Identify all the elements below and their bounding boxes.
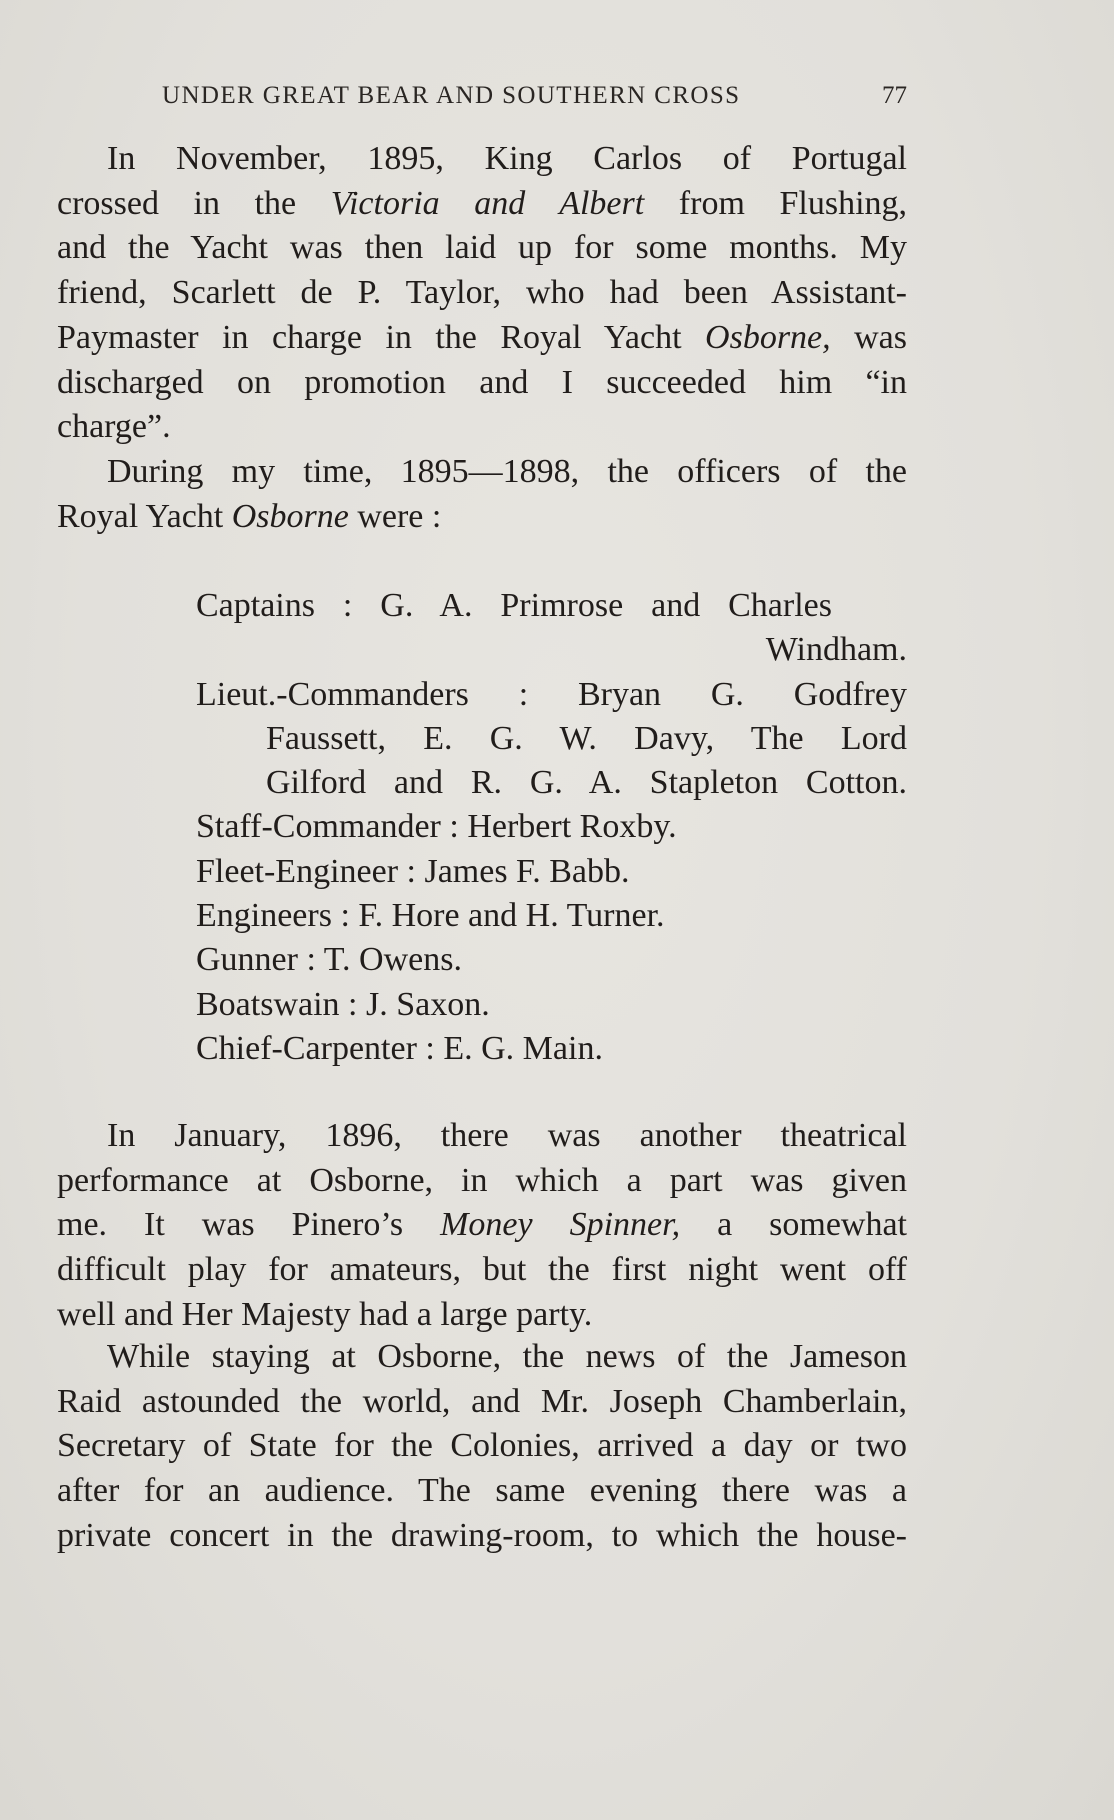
text-line: In January, 1896, there was another theatrical [107,1117,907,1154]
officer-captains-cont: Windham. [765,631,907,669]
officer-lieut-commanders: Lieut.-Commanders : Bryan G. Godfrey [196,675,907,713]
text-line: and the Yacht was then laid up for some months. My [57,229,907,267]
text-line: after for an audience. The same evening there was a [57,1472,907,1510]
italic-ship-name: Osborne [231,497,349,535]
page-number: 77 [882,82,907,109]
text-line: charge”. [57,408,171,446]
text-line: private concert in the drawing-room, to which the house- [57,1516,907,1554]
officer-gunner: Gunner : T. Owens. [196,941,462,979]
italic-play-title: Money Spinner, [440,1206,681,1244]
text-run: from Flushing, [644,184,908,222]
text-line: well and Her Majesty had a large party. [57,1295,593,1333]
running-head [162,82,907,118]
italic-ship-name: Osborne, [705,318,831,356]
running-title: UNDER GREAT BEAR AND SOUTHERN CROSS [162,82,741,109]
officer-lieut-commanders-cont: Faussett, E. G. W. Davy, The Lord [266,719,907,757]
text-line [57,495,907,540]
text-run: a somewhat [680,1206,907,1244]
paragraph-2 [57,450,907,539]
text-run: Royal Yacht [57,497,232,535]
italic-ship-name: Victoria and Albert [330,184,645,222]
text-line: Secretary of State for the Colonies, arrived a day or two [57,1427,907,1465]
text-line: friend, Scarlett de P. Taylor, who had been Assistant- [57,274,907,312]
officer-chief-carpenter: Chief-Carpenter : E. G. Main. [196,1029,603,1067]
paragraph-4 [57,1335,907,1559]
officer-captains: Captains : G. A. Primrose and Charles [196,587,832,624]
officer-fleet-engineer: Fleet-Engineer : James F. Babb. [196,852,630,890]
text-line: While staying at Osborne, the news of the Jameson [107,1338,907,1375]
text-line: discharged on promotion and I succeeded him “in [57,363,907,401]
text-line: During my time, 1895—1898, the officers of the [107,453,907,490]
officer-lieut-commanders-cont: Gilford and R. G. A. Stapleton Cotton. [266,764,907,802]
text-run: me. It was Pinero’s [57,1206,441,1244]
text-line: performance at Osborne, in which a part was given [57,1161,907,1199]
officer-engineers: Engineers : F. Hore and H. Turner. [196,897,665,935]
text-line [57,1203,907,1248]
text-line [57,182,907,227]
officers-list [196,584,907,1071]
text-run: crossed in the [57,184,331,222]
paragraph-3 [57,1114,907,1338]
text-run: was [830,318,907,356]
text-run: were : [348,497,442,535]
text-line [57,316,907,361]
text-line: difficult play for amateurs, but the first night went off [57,1251,907,1289]
officer-boatswain: Boatswain : J. Saxon. [196,985,490,1023]
paragraph-1 [57,137,907,450]
text-line: Raid astounded the world, and Mr. Joseph Chamberlain, [57,1382,907,1420]
text-run: Paymaster in charge in the Royal Yacht [57,318,706,356]
text-line: In November, 1895, King Carlos of Portugal [107,140,907,177]
officer-staff-commander: Staff-Commander : Herbert Roxby. [196,808,677,846]
